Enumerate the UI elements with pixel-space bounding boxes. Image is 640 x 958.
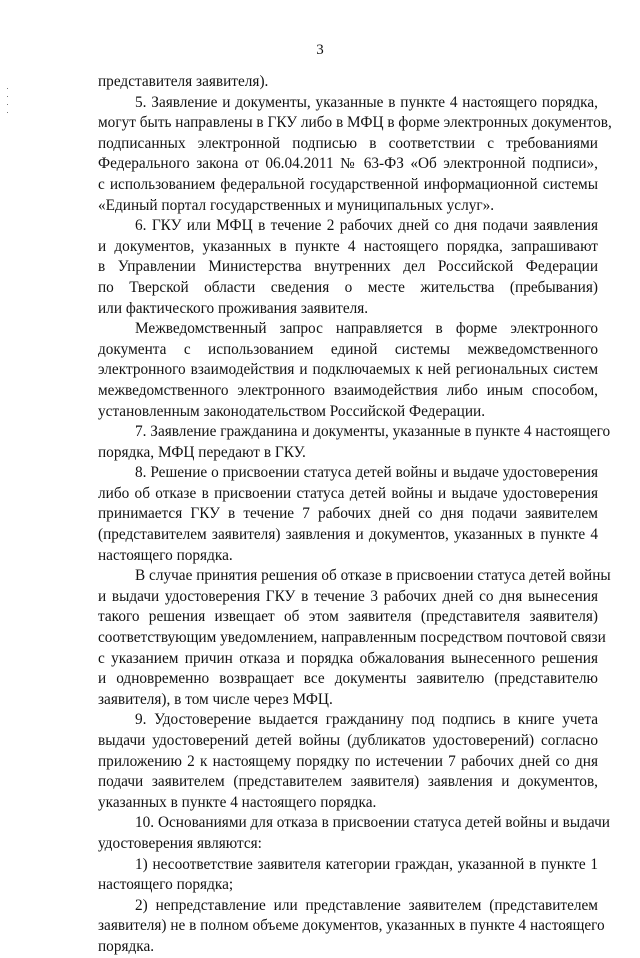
text-line: либо об отказе в присвоении статуса детей войны и выдаче удостоверения [98,484,598,502]
text-line: в Управлении Министерства внутренних дел Российской Федерации [98,258,598,276]
text-line: приложению 2 к настоящему порядку по истечении 7 рабочих дней со дня [98,752,598,770]
text-line: подписанных электронной подписью в соответствии с требованиями [98,134,598,152]
text-line: 6. ГКУ или МФЦ в течение 2 рабочих дней со дня подачи заявления [135,217,598,235]
text-line: 9. Удостоверение выдается гражданину под подпись в книге учета [135,711,598,729]
text-line: с использованием федеральной государственной информационной системы [98,175,598,193]
text-line: настоящего порядка. [98,546,233,564]
text-line: указанных в пункте 4 настоящего порядка. [98,793,377,811]
text-line: установленным законодательством Российской Федерации. [98,402,486,420]
text-line: могут быть направлены в ГКУ либо в МФЦ в форме электронных документов, [98,114,612,132]
text-line: подачи заявителем (представителем заявителя) заявления и документов, [98,773,598,791]
text-line: Межведомственный запрос направляется в форме электронного [135,320,598,338]
text-line: удостоверения являются: [98,834,262,852]
text-line: 5. Заявление и документы, указанные в пункте 4 настоящего порядка, [135,93,598,111]
text-line: порядка, МФЦ передают в ГКУ. [98,443,306,461]
text-line: с указанием причин отказа и порядка обжалования вынесенного решения [98,649,598,667]
text-line: В случае принятия решения об отказе в присвоении статуса детей войны [135,567,611,585]
scan-margin-marks [6,88,9,118]
text-line: документа с использованием единой системы межведомственного [98,340,598,358]
text-line: принимается ГКУ в течение 7 рабочих дней со дня подачи заявителем [98,505,598,523]
text-line: заявителя) не в полном объеме документов, указанных в пункте 4 настоящего [98,917,605,935]
text-line: и одновременно возвращает все документы заявителю (представителю [98,670,598,688]
text-line: электронного взаимодействия и подключаемых к ней региональных систем [98,361,598,379]
text-line: выдачи удостоверений детей войны (дубликатов удостоверений) согласно [98,732,598,749]
text-line: (представителем заявителя) заявления и документов, указанных в пункте 4 [98,526,598,544]
text-line: заявителя), в том числе через МФЦ. [98,690,333,708]
text-line: и выдачи удостоверения ГКУ в течение 3 рабочих дней со дня вынесения [98,587,598,605]
text-line: и документов, указанных в пункте 4 настоящего порядка, запрашивают [98,237,598,255]
text-line: настоящего порядка; [98,876,234,894]
text-line: 7. Заявление гражданина и документы, указанные в пункте 4 настоящего [135,423,611,441]
text-line: 2) непредставление или представление заявителем (представителем [135,896,598,914]
text-line: 1) несоответствие заявителя категории граждан, указанной в пункте 1 [135,855,598,873]
text-line: по Тверской области сведения о месте жительства (пребывания) [98,278,598,296]
text-line: порядка. [98,937,155,955]
page-number: 3 [316,42,324,58]
text-line: межведомственного электронного взаимодействия либо иным способом, [98,381,598,399]
document-body [98,72,612,958]
text-line: «Единый портал государственных и муниципальных услуг». [98,196,495,214]
text-line: представителя заявителя). [98,73,269,90]
text-line: Федерального закона от 06.04.2011 № 63-ФЗ «Об электронной подписи», [98,155,598,173]
text-line: или фактического проживания заявителя. [98,299,369,317]
text-line: 10. Основаниями для отказа в присвоении статуса детей войны и выдачи [135,814,610,832]
text-line: такого решения извещает об этом заявителя (представителя заявителя) [98,608,598,626]
text-line: 8. Решение о присвоении статуса детей войны и выдаче удостоверения [135,464,598,482]
text-line: соответствующим уведомлением, направленным посредством почтовой связи [98,629,606,647]
